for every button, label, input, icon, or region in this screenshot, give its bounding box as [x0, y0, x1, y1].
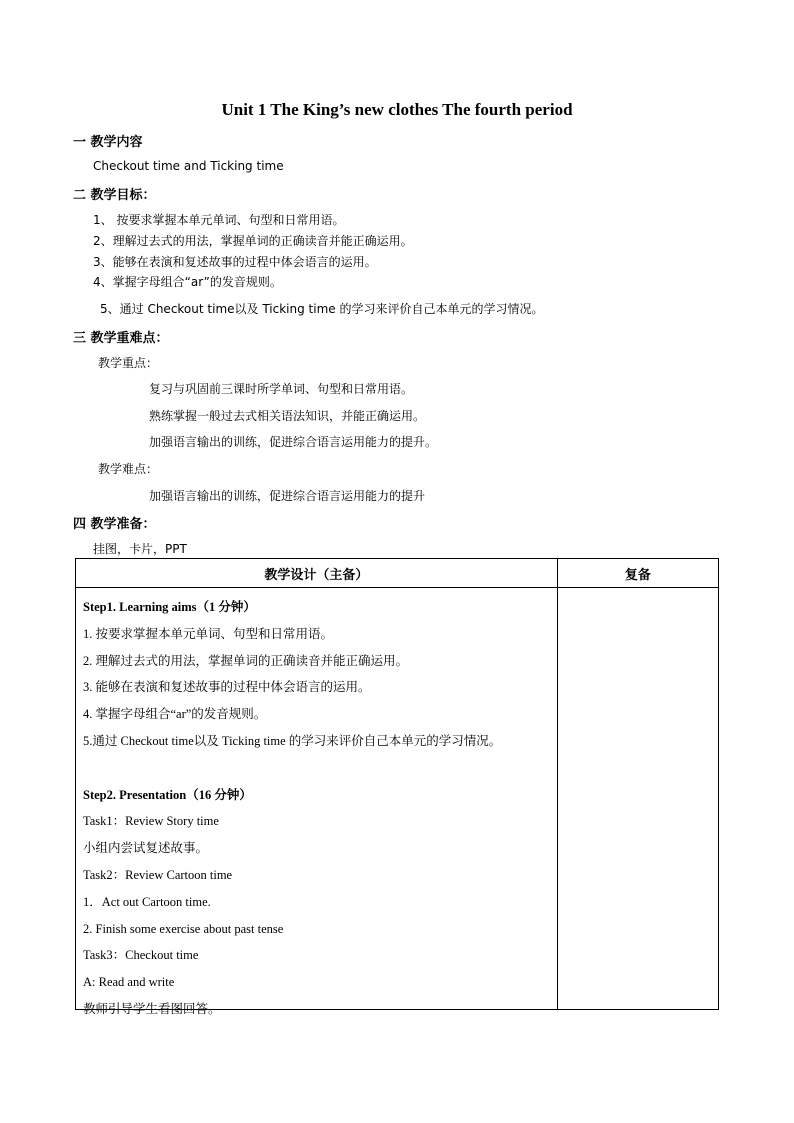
section4-content: 挂图，卡片，PPT [93, 542, 187, 556]
section1-heading: 一 教学内容 [73, 135, 143, 150]
key-point: 复习与巩固前三课时所学单词、句型和日常用语。 [149, 382, 414, 396]
table-row: 小组内尝试复述故事。 [83, 841, 209, 856]
table-row [83, 755, 557, 782]
key-point: 熟练掌握一般过去式相关语法知识，并能正确运用。 [149, 409, 426, 423]
table-row: 5.通过 Checkout time以及 Ticking time 的学习来评价自己本单元的学习情况。 [83, 733, 502, 748]
step-heading: Step2. Presentation（16 分钟） [83, 787, 252, 802]
section2-heading: 二 教学目标： [73, 188, 156, 203]
design-content [76, 588, 557, 1016]
objective-item: 4、掌握字母组合“ar”的发音规则。 [93, 275, 282, 289]
page-title: Unit 1 The King’s new clothes The fourth period [221, 100, 573, 119]
key-point: 加强语言输出的训练，促进综合语言运用能力的提升。 [149, 435, 438, 449]
table-row: 2. 理解过去式的用法，掌握单词的正确读音并能正确运用。 [83, 653, 409, 668]
design-cell [76, 588, 558, 1016]
review-cell [557, 588, 718, 1010]
table-row: 2. Finish some exercise about past tense [83, 921, 284, 936]
step-heading: Step1. Learning aims（1 分钟） [83, 600, 256, 614]
table-row: Task1：Review Story time [83, 814, 219, 829]
section3-heading: 三 教学重难点： [73, 331, 169, 346]
section1-content: Checkout time and Ticking time [93, 159, 284, 173]
table-row: A: Read and write [83, 975, 175, 990]
table-header-design: 教学设计（主备） [76, 559, 558, 588]
table-header-review: 复备 [557, 559, 718, 588]
lesson-plan-table [75, 558, 719, 1016]
table-row: 1．Act out Cartoon time. [83, 894, 211, 909]
difficulty-label: 教学难点： [98, 462, 159, 476]
section4-heading: 四 教学准备： [73, 517, 156, 532]
objective-item: 2、理解过去式的用法，掌握单词的正确读音并能正确运用。 [93, 234, 413, 248]
objective-item: 5、通过 Checkout time以及 Ticking time 的学习来评价自己本单元的学习情况。 [100, 302, 544, 316]
table-row: Task3：Checkout time [83, 948, 199, 963]
objective-item: 1、 按要求掌握本单元单词、句型和日常用语。 [93, 213, 345, 227]
key-points-label: 教学重点： [98, 356, 159, 370]
objective-item: 3、能够在表演和复述故事的过程中体会语言的运用。 [93, 255, 377, 269]
table-row: Task2：Review Cartoon time [83, 867, 233, 882]
difficulty-point: 加强语言输出的训练，促进综合语言运用能力的提升 [149, 489, 426, 503]
table-row: 教师引导学生看图回答。 [83, 1001, 221, 1016]
table-row: 4. 掌握字母组合“ar”的发音规则。 [83, 707, 267, 722]
table-row: 3. 能够在表演和复述故事的过程中体会语言的运用。 [83, 680, 371, 695]
table-row: 1. 按要求掌握本单元单词、句型和日常用语。 [83, 626, 334, 641]
